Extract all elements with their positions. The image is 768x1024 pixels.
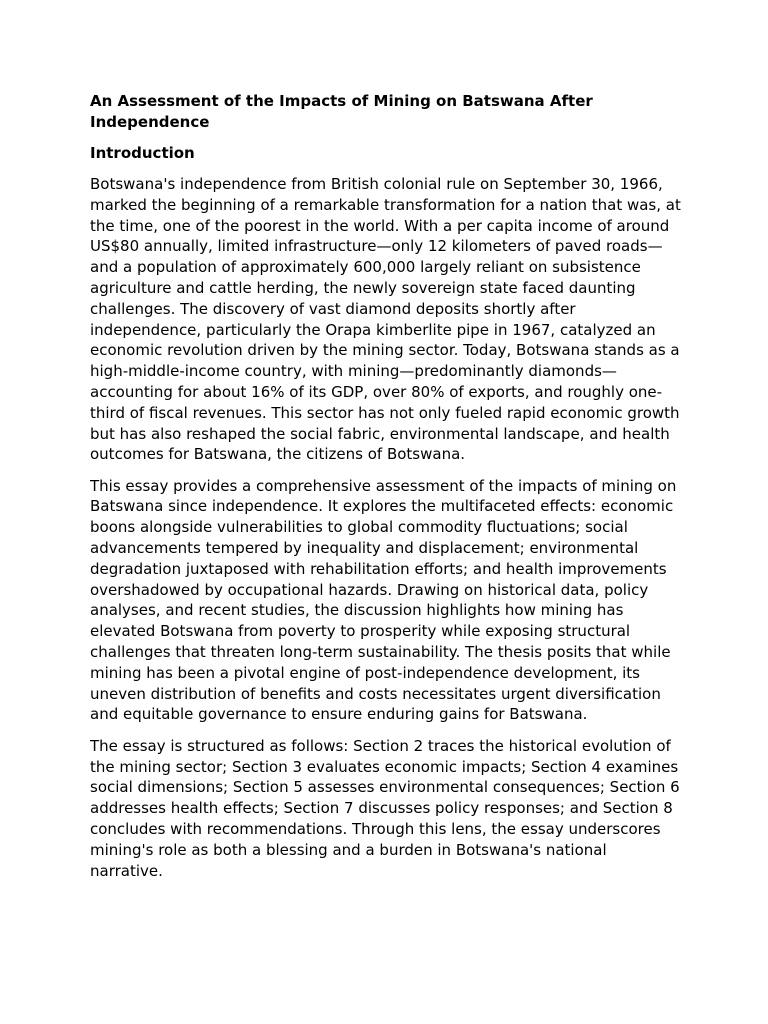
section-heading-introduction: Introduction [90,144,195,162]
paragraph: Botswana's independence from British colonial rule on September 30, 1966, marked the beginning of a remarkable transformation for a nation that was, at the time, one of the poorest in the world. With a per capita income of around US$80 annually, limited infrastructure—only 12 kilometers of paved roads—and a population of approximately 600,000 largely reliant on subsistence agriculture and cattle herding, the newly sovereign state faced daunting challenges. The discovery of vast diamond deposits shortly after independence, particularly the Orapa kimberlite pipe in 1967, catalyzed an economic revolution driven by the mining sector. Today, Botswana stands as a high-middle-income country, with mining—predominantly diamonds—accounting for about 16% of its GDP, over 80% of exports, and roughly one-third of fiscal revenues. This sector has not only fueled rapid economic growth but has also reshaped the social fabric, environmental landscape, and health outcomes for Batswana, the citizens of Botswana. [90,175,681,464]
document-title: An Assessment of the Impacts of Mining on Batswana After Independence [90,92,593,131]
paragraph: The essay is structured as follows: Section 2 traces the historical evolution of the mining sector; Section 3 evaluates economic impacts; Section 4 examines social dimensions; Section 5 assesses environmental consequences; Section 6 addresses health effects; Section 7 discusses policy responses; and Section 8 concludes with recommendations. Through this lens, the essay underscores mining's role as both a blessing and a burden in Botswana's national narrative. [90,736,680,880]
paragraph: This essay provides a comprehensive assessment of the impacts of mining on Batswana since independence. It explores the multifaceted effects: economic boons alongside vulnerabilities to global commodity fluctuations; social advancements tempered by inequality and displacement; environmental degradation juxtaposed with rehabilitation efforts; and health improvements overshadowed by occupational hazards. Drawing on historical data, policy analyses, and recent studies, the discussion highlights how mining has elevated Botswana from poverty to prosperity while exposing structural challenges that threaten long-term sustainability. The thesis posits that while mining has been a pivotal engine of post-independence development, its uneven distribution of benefits and costs necessitates urgent diversification and equitable governance to ensure enduring gains for Batswana. [90,476,677,724]
document-page [90,91,682,892]
